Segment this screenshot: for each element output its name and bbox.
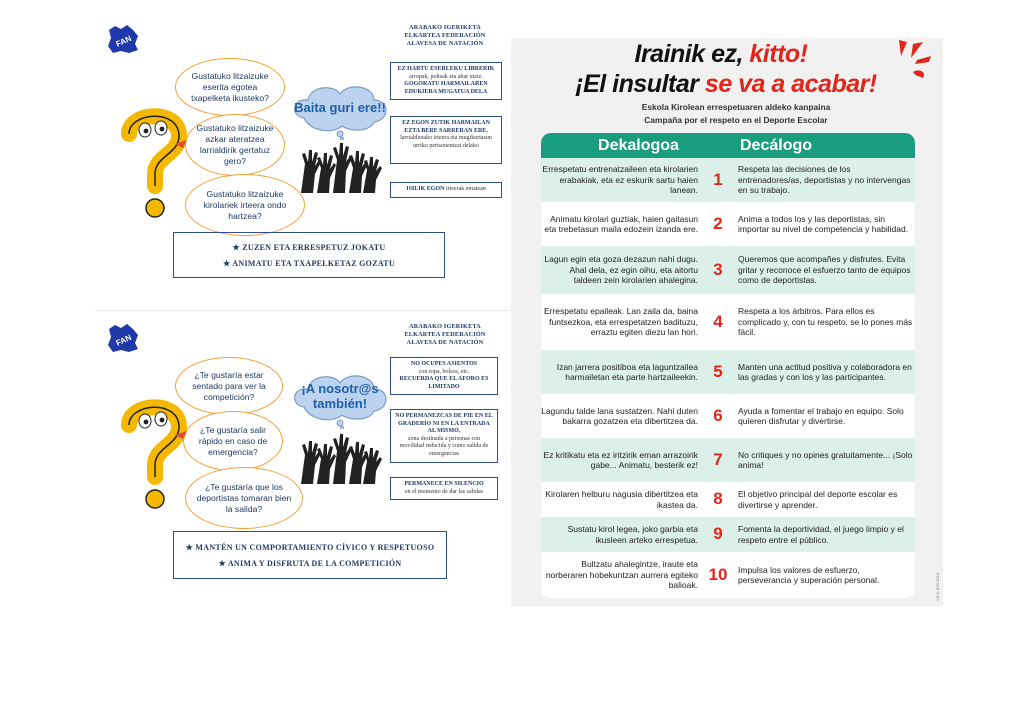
cloud-text: ¡A nosotr@s también!	[301, 381, 379, 411]
motto-box	[173, 531, 447, 579]
poster-subtitle-basque: Eskola Kirolean errespetuaren aldeko kanpaina	[641, 102, 831, 112]
rule-number: 6	[713, 405, 723, 425]
table-row	[541, 552, 915, 598]
poster-title-spanish: ¡El insultar se va a acabar!	[575, 70, 877, 98]
rule-number: 10	[708, 564, 728, 584]
raised-hands-icon	[295, 429, 385, 484]
federation-logo	[105, 321, 141, 355]
header-basque: Dekalogoa	[598, 136, 679, 154]
federation-logo	[105, 22, 141, 56]
flyer-spanish	[95, 310, 510, 595]
question-bubble-3: Gustatuko litzaizuke kirolariek irteera ondo hartzea?	[185, 174, 305, 236]
red-splash-icon	[889, 38, 933, 82]
rule-text-basque: Kirolaren helburu nagusia dibertitzea eta ikastea da.	[545, 489, 698, 510]
logo-text: FAN	[114, 332, 133, 348]
rule-text-basque: Lagun egin eta goza dezazun nahi dugu. Ahal dela, ez egin oihu, eta aitortu taldeen zein kirolarien ahalegina.	[544, 254, 698, 286]
table-row	[541, 350, 915, 394]
rule-number: 5	[713, 361, 723, 381]
rule-text-basque: Errespetatu entrenatzaileen eta kirolarien erabakiak, eta ez eskurik sartu haien lanean.	[542, 164, 698, 196]
rule-text-spanish: Fomenta la deportividad, el juego limpio y el respeto entre el público.	[738, 524, 904, 545]
question-bubble-1: Gustatuko litzaizuke eserita egotea txapelketa ikusteko?	[175, 58, 285, 116]
rule-text-spanish: Queremos que acompañes y disfrutes. Evita gritar y reconoce el esfuerzo tanto de equipos como de deportistas.	[738, 254, 911, 286]
decalogue-table	[541, 133, 915, 598]
table-row	[541, 517, 915, 552]
rule-text-spanish: Anima a todos los y las deportistas, sin importar su nivel de competencia y habilidad.	[738, 213, 909, 234]
rule-number: 8	[713, 489, 723, 509]
question-bubble-3: ¿Te gustaría que los deportistas tomaran bien la salida?	[185, 467, 303, 529]
rule-text-basque: Animatu kirolari guztiak, haien gaitasun eta trebetasun maila edozein izanda ere.	[544, 213, 698, 234]
rule-text-spanish: El objetivo principal del deporte escolar es divertirse y aprender.	[738, 489, 898, 510]
rule-text-basque: Bultzatu ahalegintze, iraute eta norberaren hobekuntzan aurrera egiteko balioak.	[545, 559, 698, 591]
question-mark-character-icon	[115, 395, 193, 515]
org-name: ARABAKO IGERIKETA ELKARTEA FEDERACIÓN ALAVESA DE NATACIÓN	[404, 24, 486, 47]
table-row	[541, 438, 915, 482]
rule-number: 3	[713, 259, 723, 279]
motto-1: ★ MANTÉN UN COMPORTAMIENTO CÍVICO Y RESPETUOSO	[186, 543, 435, 552]
question-mark-character-icon	[115, 104, 193, 224]
rule-text-spanish: Respeta las decisiones de los entrenadores/as, deportistas y no intervengas en su trabajo.	[738, 164, 911, 196]
rule-text-spanish: Impulsa los valores de esfuerzo, perseverancia y superación personal.	[738, 564, 880, 585]
raised-hands-icon	[295, 138, 385, 193]
question-bubble-1: ¿Te gustaría estar sentado para ver la competición?	[175, 357, 283, 415]
poster-title-basque: Irainik ez, kitto!	[634, 40, 808, 68]
rule-number: 9	[713, 524, 723, 544]
table-row	[541, 202, 915, 246]
motto-2: ★ ANIMATU ETA TXAPELKETAZ GOZATU	[223, 259, 395, 268]
cloud-text: Baita guri ere!!	[294, 99, 386, 115]
rule-text-spanish: No critiques y no opines gratuitamente... ¡Solo anima!	[738, 449, 913, 470]
flyer-basque	[95, 18, 510, 303]
table-header	[541, 133, 915, 158]
question-bubble-2: ¿Te gustaría salir rápido en caso de emergencia?	[183, 411, 283, 471]
rule-text-basque: Errespetatu epaileak. Lan zaila da, baina funtsezkoa, eta errespetatzen badituzu, erraztu egiten diezu lan hori.	[543, 306, 698, 338]
rule-number: 2	[713, 213, 723, 233]
motto-box	[173, 232, 445, 278]
org-name: ARABAKO IGERIKETA ELKARTEA FEDERACIÓN ALAVESA DE NATACIÓN	[404, 323, 486, 346]
table-row	[541, 246, 915, 294]
rule-box-1: EZ HARTU ESERLEKU LIBRERIK arropak, poltsak eta abar utziz. GOGORATU HARMAILAREN EDUKIERA MUGATUA DELA	[390, 62, 502, 100]
header-spanish: Decálogo	[740, 136, 813, 154]
rule-box-3: ISILIK EGON irteerak ematean	[390, 182, 502, 198]
rule-text-basque: Sustatu kirol legea, joko garbia eta ikusleen arteko errespetua.	[567, 524, 698, 545]
rule-box-2: EZ EGON ZUTIK HARMAILAN EZTA BERE SARRERAN ERE, larrialdietako irteera eta mugikortasun urriko pertsonentzat delako	[390, 116, 502, 164]
rule-text-basque: Ez kritikatu eta ez iritzirik eman arrazoirik gabe... Animatu, besterik ez!	[543, 449, 698, 470]
rule-number: 7	[713, 449, 723, 469]
rule-number: 4	[713, 311, 723, 331]
rule-box-2: NO PERMANEZCAS DE PIE EN EL GRADERÍO NI EN LA ENTRADA AL MISMO, zona destinada a personas con movilidad reducida y como salida de emergencias	[390, 409, 498, 463]
decalogue-poster	[511, 38, 943, 606]
rule-text-basque: Izan jarrera positiboa eta laguntzailea harmailetan eta parte hartzaileekin.	[556, 361, 698, 382]
legal-code: LG G 873-2024	[935, 573, 940, 601]
rule-text-basque: Lagundu talde lana sustatzen. Nahi duten bakarra gozatzea eta dibertitzea da.	[541, 405, 698, 426]
rule-box-1: NO OCUPES ASIENTOS con ropa, bolsos, etc. RECUERDA QUE EL AFORO ES LIMITADO	[390, 357, 498, 395]
logo-text: FAN	[114, 33, 133, 49]
poster-subtitle-spanish: Campaña por el respeto en el Deporte Escolar	[644, 115, 828, 125]
rule-text-spanish: Respeta a los árbitros. Para ellos es complicado y, con tu respeto, se lo pones más fácil.	[738, 306, 913, 338]
table-row	[541, 294, 915, 350]
rule-box-3: PERMANECE EN SILENCIO en el momento de dar las salidas	[390, 477, 498, 500]
rule-text-spanish: Ayuda a fomentar el trabajo en equipo. Solo quieren disfrutar y divertirse.	[738, 405, 904, 426]
motto-2: ★ ANIMA Y DISFRUTA DE LA COMPETICIÓN	[218, 559, 401, 568]
rule-number: 1	[713, 169, 723, 189]
table-row	[541, 394, 915, 438]
motto-1: ★ ZUZEN ETA ERRESPETUZ JOKATU	[233, 243, 386, 252]
table-row	[541, 158, 915, 202]
rule-text-spanish: Manten una actitud positiva y colaboradora en las gradas y con los y las participantes.	[738, 361, 912, 382]
question-bubble-2: Gustatuko litzaizuke azkar ateratzea larrialdirik gertatuz gero?	[185, 114, 285, 176]
table-row	[541, 482, 915, 517]
